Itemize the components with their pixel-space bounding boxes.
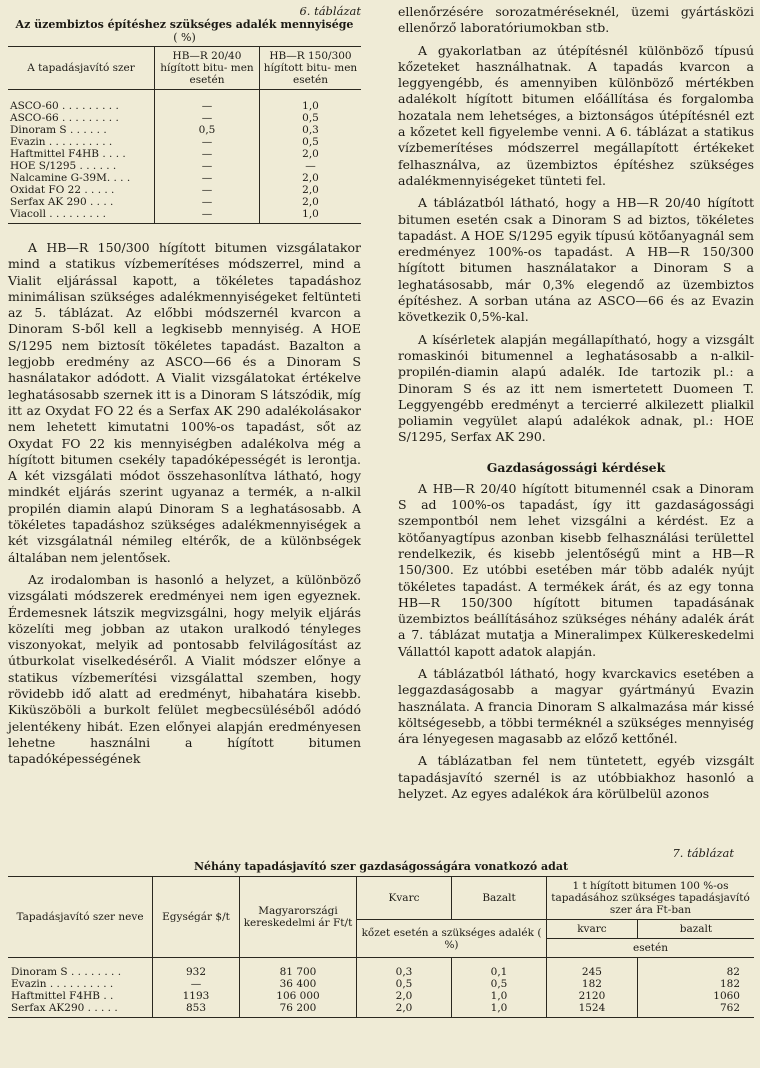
table6-header-hbr2040: HB—R 20/40 hígított bitu- men esetén <box>155 47 260 90</box>
table7-cell: — <box>153 978 240 990</box>
table-row <box>8 1002 754 1018</box>
table6-cell: Serfax AK 290 . . . . <box>10 196 114 208</box>
body-paragraph: A HB—R 20/40 hígított bitumennél csak a Dinoram S ad 100%-os tapadást, így itt gazdaságossági szempontból nem lehet vizsgálni a kérdést. Ez a kötőanyagtípus azonban kisebb felhasználási területtel rendelkezik, és kisebb jelentőségű mint a HB—R 150/300. Ez utóbbi esetében már több adalék nyújt tökéletes tapadást. A termékek árát, és az egy tonna HB—R 150/300 hígított bitumen tapadásának üzembiztos beállításához szükséges néhány adalék árát a 7. táblázat mutatja a Mineralimpex Külkereskedelmi Vállattól kapott adatok alapján. <box>398 480 754 659</box>
table6-cell: — <box>155 148 260 160</box>
table7-cell: 76 200 <box>240 1002 357 1018</box>
table6-cell: Oxidat FO 22 . . . . . <box>10 184 115 196</box>
table7-header-kvarc: Kvarc <box>357 877 452 920</box>
table7-cell: 0,5 <box>452 978 547 990</box>
table7-number: 7. táblázat <box>672 846 734 860</box>
table7-cell: 762 <box>637 1002 754 1018</box>
table7-cell: 0,5 <box>357 978 452 990</box>
table-row <box>8 196 361 208</box>
table6-cell: — <box>155 112 260 124</box>
table-row <box>8 136 361 148</box>
table6-cell: — <box>155 208 260 224</box>
table7-cell: 0,1 <box>452 958 547 979</box>
table7-cell: 182 <box>547 978 638 990</box>
table6-unit: ( %) <box>173 31 196 44</box>
table7-header-amount: kőzet esetén a szükséges adalék ( %) <box>357 920 547 958</box>
table-row <box>8 90 361 113</box>
table7-cell: Dinoram S . . . . . . . . <box>11 966 122 978</box>
table-row <box>8 978 754 990</box>
table7-cell: 2120 <box>547 990 638 1002</box>
table-row <box>8 148 361 160</box>
table6-cell: — <box>155 172 260 184</box>
table7-title: Néhány tapadásjavító szer gazdaságosságára vonatkozó adat <box>193 860 569 873</box>
body-paragraph: Az irodalomban is hasonló a helyzet, a különböző vizsgálati módszerek eredményei nem igen egyeznek. Érdemesnek látszik megvizsgálni, hogy melyik eljárás közelíti meg jobban az utakon uralkodó tényleges viszonyokat, melyik ad pontosabb felvilágosítást az útburkolat viselkedéséről. A Vialit módszer előnye a statikus vízbemerítési vizsgálattal szemben, hogy rövidebb idő alatt ad eredményt, hibahatára kisebb. Kiküszöböli a burkolt felület megbecsüléséből adódó jelentékeny hibát. Ezen előnyei alapján eredményesen lehetne használni a hígított bitumen tapadóképességének <box>8 571 361 767</box>
table-row <box>8 208 361 224</box>
table7-cell: Serfax AK290 . . . . . <box>8 1002 153 1018</box>
table7-cell: 932 <box>153 958 240 979</box>
left-column <box>8 4 361 768</box>
table6-number: 6. táblázat <box>299 4 361 18</box>
table6-cell: 0,5 <box>260 112 362 124</box>
table6-cell: 1,0 <box>260 208 362 224</box>
table6-cell: HOE S/1295 . . . . . . <box>10 160 117 172</box>
table6-cell: 2,0 <box>260 172 362 184</box>
table7-cell: 245 <box>547 958 638 979</box>
table7-cell: 1193 <box>153 990 240 1002</box>
table-row <box>8 160 361 172</box>
table6-cell: Nalcamine G-39M. . . . <box>10 172 131 184</box>
table7-cell: 82 <box>637 958 754 979</box>
section-heading: Gazdaságossági kérdések <box>486 459 666 475</box>
table7-block <box>8 846 754 1018</box>
table-row <box>8 112 361 124</box>
table6-cell: 2,0 <box>260 148 362 160</box>
table6-cell: 2,0 <box>260 184 362 196</box>
table7-cell: 182 <box>637 978 754 990</box>
table7-cell: Evazin . . . . . . . . . . <box>11 978 114 990</box>
table7-header-kvarc2: kvarc <box>547 920 638 939</box>
table7-header-agent: Tapadásjavító szer neve <box>8 877 153 958</box>
table6-cell: Viacoll . . . . . . . . . <box>8 208 155 224</box>
table6-cell: — <box>260 160 362 172</box>
table6-cell: 1,0 <box>260 90 362 113</box>
table7-cell: 1,0 <box>452 990 547 1002</box>
table7-header-bazalt: Bazalt <box>452 877 547 920</box>
table-row <box>8 958 754 979</box>
table7-cell: 81 700 <box>240 958 357 979</box>
table-row <box>8 172 361 184</box>
table6 <box>8 46 361 224</box>
table6-header-agent: A tapadásjavító szer <box>8 47 155 90</box>
table6-cell: — <box>155 160 260 172</box>
table-row <box>8 124 361 136</box>
body-paragraph: A kísérletek alapján megállapítható, hogy a vizsgált romaskinói bitumennel a leghatásosabb a n-alkil-propilén-diamin alapú adalék. Ide tartozik pl.: a Dinoram S és az itt nem ismertetett Duomeen T. Leggyengébb eredményt a tercierré alkilezett plialkil poliamin vegyület alapú adalékok adnak, pl.: HOE S/1295, Serfax AK 290. <box>398 331 754 445</box>
table7-cell: 1524 <box>547 1002 638 1018</box>
table6-cell: 0,3 <box>260 124 362 136</box>
table6-cell: 0,5 <box>260 136 362 148</box>
table7-header-domestic-price: Magyarországi kereskedelmi ár Ft/t <box>240 877 357 958</box>
table7-cell: 1060 <box>637 990 754 1002</box>
table7-cell: 2,0 <box>357 990 452 1002</box>
body-paragraph: A HB—R 150/300 hígított bitumen vizsgálatakor mind a statikus vízbemerítéses módszerrel, mind a Vialit eljárással kapott, a tökéletes tapadáshoz minimálisan szükséges adalékmennyiségeket feltünteti az 5. táblázat. Az előbbi módszernél kvarcon a Dinoram S-ből kell a legkisebb mennyiség. A HOE S/1295 nem biztosít tökéletes tapadást. Bazalton a legjobb eredmény az ASCO—66 és a Dinoram S hasnálatakor adódott. A Vialit vizsgálatokat értékelve leghatásosabb szernek itt is a Dinoram S látszódik, míg itt az Oxydat FO 22 és a Serfax AK 290 adalékolásakor nem lehetett kimutatni 100%-os tapadást, sőt az Oxydat FO 22 kis mennyiségben adalékolva még a hígított bitumen csekély tapadóképességét is lerontja. A két vizsgálati módot összehasonlítva látható, hogy mindkét eljárás szerint ugyanaz a termék, a n-alkil propilén diamin alapú Dinoram S a leghatásosabb. A tökéletes tapadáshoz szükséges adalékmennyiségek a két vizsgálatnál némileg eltérők, de a különbségek általában nem jelentősek. <box>8 240 361 565</box>
table-row <box>8 990 754 1002</box>
table6-cell: — <box>155 196 260 208</box>
table-row <box>8 184 361 196</box>
table6-cell: 2,0 <box>260 196 362 208</box>
body-paragraph: A gyakorlatban az útépítésnél különböző típusú kőzeteket használhatnak. A tapadás kvarcon a leggyengébb, és amennyiben különböző mértékben adalékolt hígított bitumen előállítása és forgalomba hozatala nem lehetséges, a biztonságos útépítésnél ezt a kőzetet kell figyelembe venni. A 6. táblázat a statikus vízbemerítéses módszerrel megállapított értékeket felhasználva, az üzembiztos építéshez szükséges adalékmennyiségeket tünteti fel. <box>398 42 754 188</box>
table7-cell: Haftmittel F4HB . . <box>11 990 114 1002</box>
body-paragraph: A táblázatban fel nem tüntetett, egyéb vizsgált tapadásjavító szernél is az utóbbiakhoz hasonló a helyzet. Az egyes adalékok ára körülbelül azonos <box>398 753 754 802</box>
table6-cell: 0,5 <box>155 124 260 136</box>
table6-cell: — <box>155 184 260 196</box>
table6-cell: Haftmittel F4HB . . . . <box>10 148 126 160</box>
table7-cell: 2,0 <box>357 1002 452 1018</box>
table6-cell: ASCO-60 . . . . . . . . . <box>10 100 119 112</box>
table7-cell: 1,0 <box>452 1002 547 1018</box>
body-paragraph: ellenőrzésére sorozatméréseknél, üzemi gyártásközi ellenőrző laboratóriumokban stb. <box>398 4 754 36</box>
table6-title: Az üzembiztos építéshez szükséges adalék mennyisége <box>15 18 354 31</box>
table6-header-hbr150300: HB—R 150/300 hígított bitu- men esetén <box>260 47 362 90</box>
table7-header-eseten: esetén <box>547 939 755 958</box>
table6-cell: ASCO-66 . . . . . . . . . <box>10 112 119 124</box>
body-paragraph: A táblázatból látható, hogy kvarckavics esetében a leggazdaságosabb a magyar gyártmányú Evazin használata. A francia Dinoram S alkalmazása már kissé költségesebb, a többi terméknél a szükséges mennyiség ára lényegesen magasabb az előző kettőnél. <box>398 665 754 747</box>
table7-cell: 0,3 <box>357 958 452 979</box>
right-column <box>398 4 754 802</box>
table7 <box>8 876 754 1018</box>
table7-header-unit-price: Egységár $/t <box>153 877 240 958</box>
table7-header-cost: 1 t hígított bitumen 100 %-os tapadásához szükséges tapadásjavító szer ára Ft-ban <box>547 877 755 920</box>
table6-cell: Dinoram S . . . . . . <box>10 124 107 136</box>
table7-cell: 36 400 <box>240 978 357 990</box>
table6-cell: — <box>155 136 260 148</box>
table7-header-bazalt2: bazalt <box>637 920 754 939</box>
body-paragraph: A táblázatból látható, hogy a HB—R 20/40 hígított bitumen esetén csak a Dinoram S ad biztos, tökéletes tapadást. A HOE S/1295 egyik típusú kötőanyagnál sem eredményez 100%-os tapadást. A HB—R 150/300 hígított bitumen használatakor a Dinoram S a leghatásosabb, már 0,3% elegendő az üzembiztos építéshez. A sorban utána az ASCO—66 és az Evazin következik 0,5%-kal. <box>398 195 754 325</box>
table7-cell: 853 <box>153 1002 240 1018</box>
table7-cell: 106 000 <box>240 990 357 1002</box>
table6-cell: Evazin . . . . . . . . . . <box>10 136 113 148</box>
table6-cell: — <box>155 90 260 113</box>
